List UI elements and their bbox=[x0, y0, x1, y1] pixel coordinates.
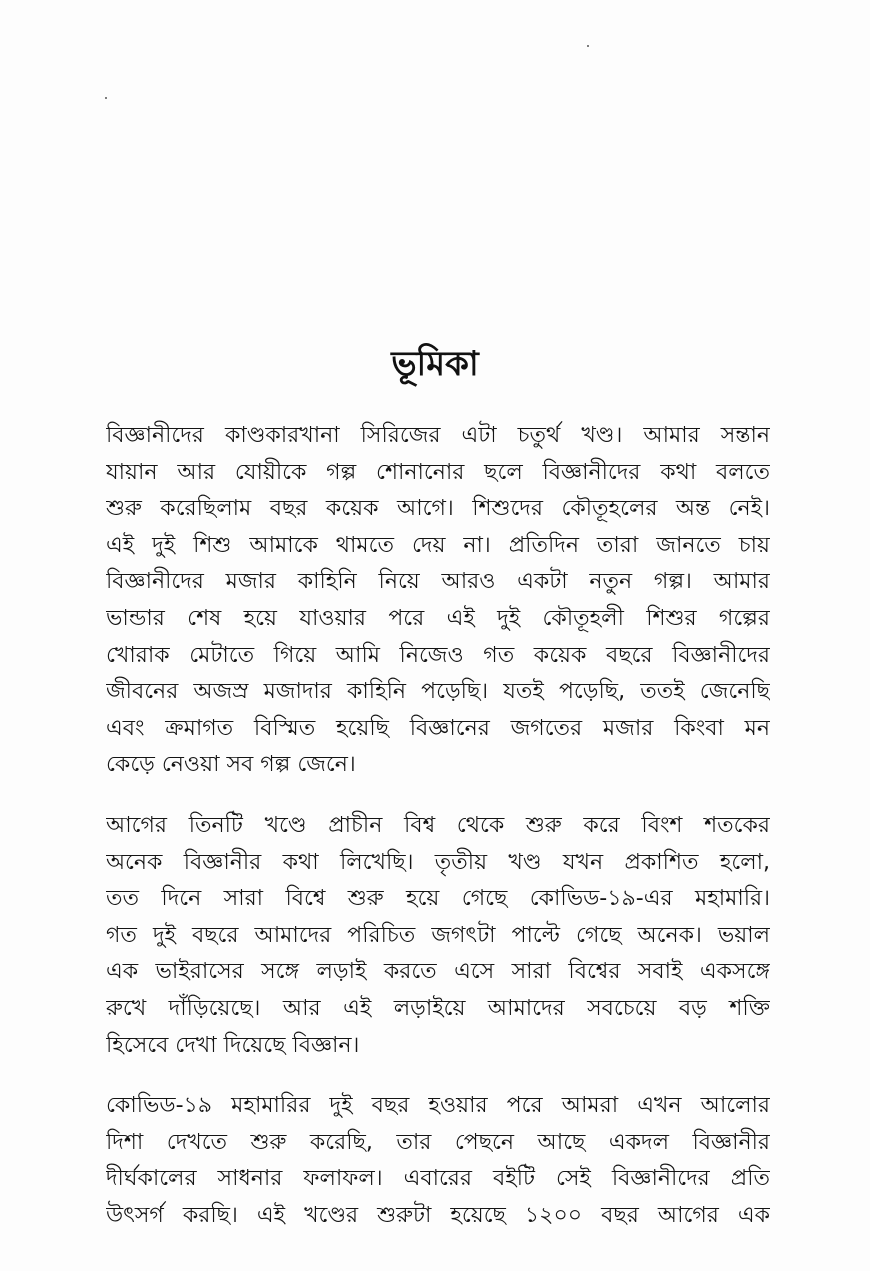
text-line: ভান্ডার শেষ হয়ে যাওয়ার পরে এই দুই কৌতূহলী শিশুর গল্পের bbox=[106, 605, 770, 631]
scan-speck bbox=[587, 45, 589, 47]
text-line: দিশা দেখতে শুরু করেছি, তার পেছনে আছে একদল বিজ্ঞানীর bbox=[106, 1129, 770, 1155]
text-line: এক ভাইরাসের সঙ্গে লড়াই করতে এসে সারা বিশ্বের সবাই একসঙ্গে bbox=[106, 959, 770, 985]
text-line: শুরু করেছিলাম বছর কয়েক আগে। শিশুদের কৌতূহলের অন্ত নেই। bbox=[106, 496, 770, 522]
text-line: খোরাক মেটাতে গিয়ে আমি নিজেও গত কয়েক বছরে বিজ্ঞানীদের bbox=[106, 642, 770, 668]
text-line: দীর্ঘকালের সাধনার ফলাফল। এবারের বইটি সেই বিজ্ঞানীদের প্রতি bbox=[106, 1166, 770, 1192]
text-line: কোভিড-১৯ মহামারির দুই বছর হওয়ার পরে আমরা এখন আলোর bbox=[106, 1093, 770, 1119]
text-line: আগের তিনটি খণ্ডে প্রাচীন বিশ্ব থেকে শুরু করে বিংশ শতকের bbox=[106, 812, 770, 838]
paragraph bbox=[106, 418, 770, 784]
paragraph bbox=[106, 808, 770, 1064]
text-line: অনেক বিজ্ঞানীর কথা লিখেছি। তৃতীয় খণ্ড যখন প্রকাশিত হলো, bbox=[106, 849, 770, 875]
text-line: তত দিনে সারা বিশ্বে শুরু হয়ে গেছে কোভিড-১৯-এর মহামারি। bbox=[106, 886, 770, 912]
text-line: যায়ান আর যোয়ীকে গল্প শোনানোর ছলে বিজ্ঞানীদের কথা বলতে bbox=[106, 459, 770, 485]
text-line: এবং ক্রমাগত বিস্মিত হয়েছি বিজ্ঞানের জগতের মজার কিংবা মন bbox=[106, 715, 770, 741]
text-line: রুখে দাঁড়িয়েছে। আর এই লড়াইয়ে আমাদের সবচেয়ে বড় শক্তি bbox=[106, 995, 770, 1021]
text-line: বিজ্ঞানীদের কাণ্ডকারখানা সিরিজের এটা চতুর্থ খণ্ড। আমার সন্তান bbox=[106, 423, 770, 448]
text-line: গত দুই বছরে আমাদের পরিচিত জগৎটা পাল্টে গেছে অনেক। ভয়াল bbox=[106, 922, 770, 948]
text-line: উৎসর্গ করছি। এই খণ্ডের শুরুটা হয়েছে ১২০০ বছর আগের এক bbox=[106, 1202, 770, 1228]
scan-speck bbox=[105, 97, 107, 99]
text-line: বিজ্ঞানীদের মজার কাহিনি নিয়ে আরও একটা নতুন গল্প। আমার bbox=[106, 569, 770, 595]
text-line: এই দুই শিশু আমাকে থামতে দেয় না। প্রতিদিন তারা জানতে চায় bbox=[106, 532, 770, 558]
page-body bbox=[106, 418, 770, 1258]
text-line: হিসেবে দেখা দিয়েছে বিজ্ঞান। bbox=[106, 1032, 360, 1058]
paragraph bbox=[106, 1088, 770, 1234]
page-title: ভূমিকা bbox=[391, 344, 479, 384]
text-line: জীবনের অজস্র মজাদার কাহিনি পড়েছি। যতই পড়েছি, ততই জেনেছি bbox=[106, 679, 770, 705]
text-line: কেড়ে নেওয়া সব গল্প জেনে। bbox=[106, 752, 356, 778]
